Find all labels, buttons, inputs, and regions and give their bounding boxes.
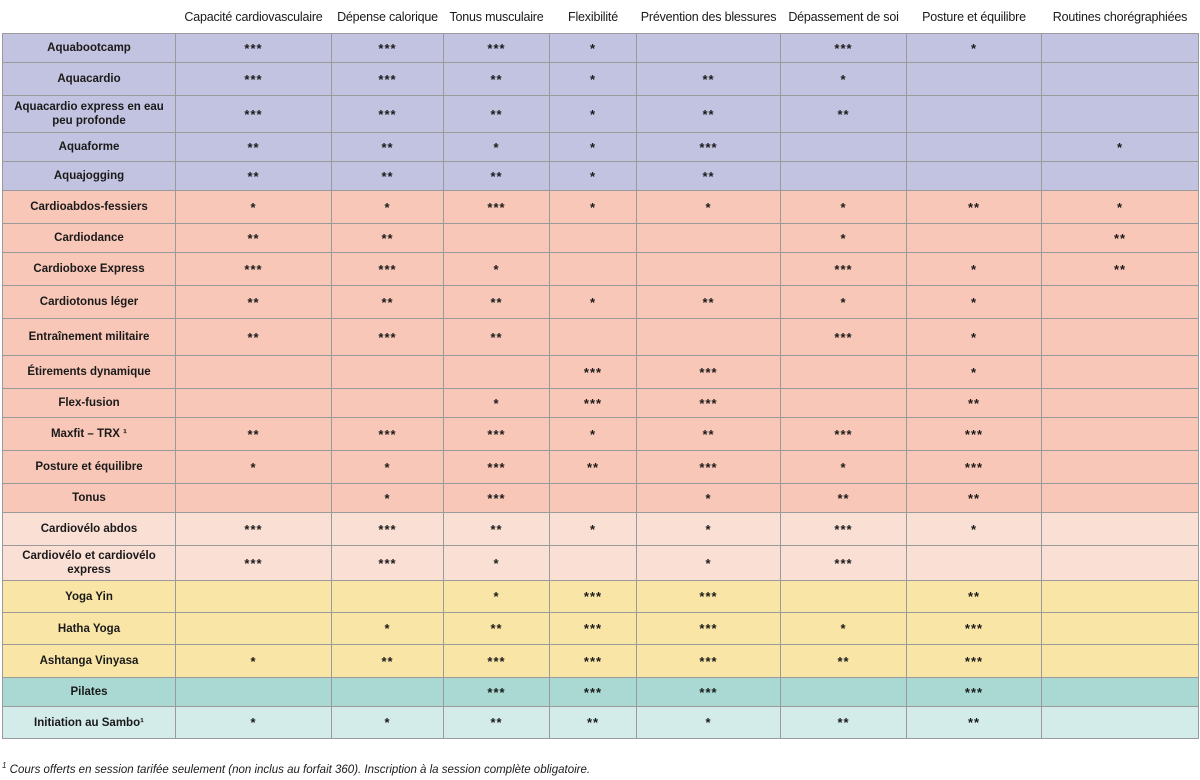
rating-cell: [781, 581, 907, 613]
rating-cell: [1042, 34, 1199, 63]
table-row: [3, 253, 1199, 286]
rating-cell: **: [444, 613, 550, 645]
rating-cell: **: [781, 484, 907, 513]
rating-cell: [907, 162, 1042, 191]
table-row: [3, 96, 1199, 133]
rating-cell: *: [176, 451, 332, 484]
rating-cell: ***: [637, 389, 781, 418]
rating-cell: [176, 484, 332, 513]
rating-cell: [1042, 513, 1199, 546]
course-name: Cardioboxe Express: [3, 253, 176, 286]
rating-cell: [637, 319, 781, 356]
rating-cell: ***: [781, 319, 907, 356]
course-name: Flex-fusion: [3, 389, 176, 418]
rating-cell: **: [550, 451, 637, 484]
rating-cell: *: [907, 34, 1042, 63]
rating-cell: *: [332, 451, 444, 484]
rating-cell: ***: [550, 581, 637, 613]
rating-cell: *: [550, 513, 637, 546]
footnote-text: Cours offerts en session tarifée seulement (non inclus au forfait 360). Inscription à la session complète obligatoire.: [9, 763, 591, 776]
course-name: Ashtanga Vinyasa: [3, 645, 176, 678]
header-flexibilite: Flexibilité: [550, 0, 637, 34]
rating-cell: *: [332, 613, 444, 645]
rating-cell: **: [176, 418, 332, 451]
rating-cell: ***: [907, 451, 1042, 484]
rating-cell: [1042, 96, 1199, 133]
rating-cell: **: [176, 319, 332, 356]
rating-cell: **: [907, 707, 1042, 739]
rating-cell: **: [444, 319, 550, 356]
table-row: [3, 162, 1199, 191]
rating-cell: [1042, 389, 1199, 418]
rating-cell: **: [444, 513, 550, 546]
rating-cell: *: [781, 286, 907, 319]
rating-cell: *: [907, 356, 1042, 389]
rating-cell: *: [637, 191, 781, 224]
rating-cell: [550, 546, 637, 581]
rating-cell: ***: [637, 133, 781, 162]
rating-cell: **: [907, 191, 1042, 224]
rating-cell: **: [332, 286, 444, 319]
rating-cell: **: [176, 162, 332, 191]
header-row: [3, 0, 1199, 34]
course-name: Pilates: [3, 678, 176, 707]
rating-cell: [1042, 319, 1199, 356]
rating-cell: **: [637, 418, 781, 451]
rating-cell: *: [550, 133, 637, 162]
rating-cell: ***: [550, 356, 637, 389]
rating-cell: ***: [332, 96, 444, 133]
rating-cell: **: [550, 707, 637, 739]
rating-cell: *: [444, 581, 550, 613]
rating-cell: *: [907, 513, 1042, 546]
rating-cell: ***: [444, 34, 550, 63]
rating-cell: **: [444, 63, 550, 96]
rating-cell: **: [781, 707, 907, 739]
header-posture-equilibre: Posture et équilibre: [907, 0, 1042, 34]
rating-cell: [332, 581, 444, 613]
table-row: [3, 133, 1199, 162]
course-name: Aquaforme: [3, 133, 176, 162]
rating-cell: [1042, 356, 1199, 389]
rating-cell: ***: [176, 253, 332, 286]
course-name: Aquajogging: [3, 162, 176, 191]
rating-cell: [1042, 546, 1199, 581]
rating-cell: ***: [637, 451, 781, 484]
rating-cell: [1042, 286, 1199, 319]
rating-cell: [637, 253, 781, 286]
rating-cell: **: [637, 162, 781, 191]
rating-cell: *: [781, 63, 907, 96]
rating-cell: *: [176, 645, 332, 678]
header-depassement-de-soi: Dépassement de soi: [781, 0, 907, 34]
course-name: Aquacardio express en eau peu profonde: [3, 96, 176, 133]
rating-cell: ***: [637, 678, 781, 707]
rating-cell: **: [907, 581, 1042, 613]
course-name: Aquacardio: [3, 63, 176, 96]
table-row: [3, 484, 1199, 513]
rating-cell: [781, 356, 907, 389]
rating-cell: *: [176, 191, 332, 224]
rating-cell: **: [176, 224, 332, 253]
rating-cell: *: [332, 191, 444, 224]
table-row: [3, 389, 1199, 418]
rating-cell: ***: [444, 418, 550, 451]
course-name: Cardioabdos-fessiers: [3, 191, 176, 224]
rating-cell: *: [781, 224, 907, 253]
rating-cell: [637, 224, 781, 253]
rating-cell: [176, 613, 332, 645]
rating-cell: ***: [444, 678, 550, 707]
rating-cell: ***: [332, 253, 444, 286]
rating-cell: [550, 319, 637, 356]
rating-cell: *: [907, 286, 1042, 319]
rating-cell: *: [444, 389, 550, 418]
rating-cell: [550, 253, 637, 286]
rating-cell: [332, 389, 444, 418]
rating-cell: **: [176, 133, 332, 162]
rating-cell: [1042, 484, 1199, 513]
rating-cell: [907, 224, 1042, 253]
table-row: [3, 63, 1199, 96]
rating-cell: [1042, 162, 1199, 191]
rating-cell: ***: [637, 356, 781, 389]
rating-cell: **: [1042, 253, 1199, 286]
rating-cell: [332, 678, 444, 707]
rating-cell: ***: [907, 645, 1042, 678]
rating-cell: [1042, 63, 1199, 96]
footnote-mark: 1: [2, 761, 7, 770]
rating-cell: *: [637, 546, 781, 581]
rating-cell: ***: [176, 513, 332, 546]
rating-cell: ***: [332, 546, 444, 581]
rating-cell: [907, 546, 1042, 581]
rating-cell: *: [444, 133, 550, 162]
course-name: Hatha Yoga: [3, 613, 176, 645]
table-row: [3, 418, 1199, 451]
rating-cell: **: [637, 63, 781, 96]
course-name: Aquabootcamp: [3, 34, 176, 63]
rating-cell: *: [637, 707, 781, 739]
rating-cell: ***: [781, 34, 907, 63]
rating-cell: ***: [550, 613, 637, 645]
table-row: [3, 451, 1199, 484]
table-row: [3, 546, 1199, 581]
rating-cell: *: [332, 707, 444, 739]
header-depense-calorique: Dépense calorique: [332, 0, 444, 34]
table-row: [3, 286, 1199, 319]
rating-cell: ***: [332, 63, 444, 96]
table-row: [3, 191, 1199, 224]
rating-cell: [1042, 451, 1199, 484]
rating-cell: **: [637, 286, 781, 319]
course-name: Étirements dynamique: [3, 356, 176, 389]
rating-cell: [550, 224, 637, 253]
rating-cell: ***: [781, 418, 907, 451]
rating-cell: *: [1042, 191, 1199, 224]
table-row: [3, 34, 1199, 63]
rating-cell: [1042, 645, 1199, 678]
rating-cell: **: [444, 707, 550, 739]
rating-cell: [907, 96, 1042, 133]
rating-cell: [176, 581, 332, 613]
rating-cell: **: [332, 162, 444, 191]
rating-cell: ***: [637, 613, 781, 645]
rating-cell: ***: [550, 645, 637, 678]
rating-cell: *: [444, 546, 550, 581]
rating-cell: ***: [176, 96, 332, 133]
rating-cell: *: [176, 707, 332, 739]
rating-cell: ***: [550, 678, 637, 707]
rating-cell: ***: [444, 484, 550, 513]
header-corner: [3, 0, 176, 34]
footnote: [2, 761, 590, 776]
rating-cell: ***: [907, 678, 1042, 707]
rating-cell: [781, 162, 907, 191]
rating-cell: *: [637, 513, 781, 546]
rating-cell: [550, 484, 637, 513]
rating-cell: *: [550, 34, 637, 63]
rating-cell: **: [332, 224, 444, 253]
rating-cell: **: [332, 645, 444, 678]
course-name: Cardiotonus léger: [3, 286, 176, 319]
rating-cell: *: [550, 63, 637, 96]
rating-cell: ***: [332, 513, 444, 546]
course-name: Posture et équilibre: [3, 451, 176, 484]
table-row: [3, 613, 1199, 645]
rating-cell: *: [907, 319, 1042, 356]
rating-cell: **: [907, 484, 1042, 513]
rating-cell: [1042, 678, 1199, 707]
rating-cell: **: [907, 389, 1042, 418]
table-row: [3, 356, 1199, 389]
course-name: Cardiodance: [3, 224, 176, 253]
rating-cell: ***: [176, 63, 332, 96]
rating-cell: [781, 678, 907, 707]
rating-cell: [781, 133, 907, 162]
rating-cell: **: [444, 286, 550, 319]
rating-cell: ***: [332, 319, 444, 356]
table-row: [3, 707, 1199, 739]
rating-cell: ***: [907, 613, 1042, 645]
rating-cell: [1042, 707, 1199, 739]
rating-cell: ***: [637, 645, 781, 678]
rating-cell: ***: [781, 253, 907, 286]
rating-cell: ***: [332, 418, 444, 451]
rating-cell: ***: [781, 546, 907, 581]
rating-cell: **: [1042, 224, 1199, 253]
rating-cell: *: [550, 191, 637, 224]
rating-cell: [332, 356, 444, 389]
course-name: Yoga Yin: [3, 581, 176, 613]
rating-cell: [907, 63, 1042, 96]
rating-cell: ***: [781, 513, 907, 546]
rating-cell: *: [637, 484, 781, 513]
course-name: Maxfit – TRX ¹: [3, 418, 176, 451]
rating-cell: ***: [550, 389, 637, 418]
rating-cell: [444, 224, 550, 253]
rating-cell: **: [444, 162, 550, 191]
rating-cell: *: [550, 96, 637, 133]
rating-cell: **: [781, 96, 907, 133]
rating-cell: [1042, 418, 1199, 451]
rating-cell: [637, 34, 781, 63]
table-row: [3, 513, 1199, 546]
rating-cell: ***: [907, 418, 1042, 451]
table-row: [3, 319, 1199, 356]
course-name: Initiation au Sambo¹: [3, 707, 176, 739]
rating-cell: ***: [444, 451, 550, 484]
rating-cell: [176, 389, 332, 418]
course-benefits-table: [2, 0, 1199, 739]
rating-cell: ***: [176, 34, 332, 63]
rating-cell: **: [637, 96, 781, 133]
table-row: [3, 645, 1199, 678]
rating-cell: ***: [332, 34, 444, 63]
rating-cell: *: [550, 418, 637, 451]
rating-cell: [781, 389, 907, 418]
rating-cell: [176, 356, 332, 389]
rating-cell: ***: [444, 191, 550, 224]
rating-cell: **: [332, 133, 444, 162]
table-row: [3, 581, 1199, 613]
rating-cell: **: [781, 645, 907, 678]
rating-cell: [907, 133, 1042, 162]
rating-cell: [1042, 613, 1199, 645]
rating-cell: *: [332, 484, 444, 513]
course-name: Entraînement militaire: [3, 319, 176, 356]
course-name: Cardiovélo abdos: [3, 513, 176, 546]
course-name: Cardiovélo et cardiovélo express: [3, 546, 176, 581]
header-prevention-blessures: Prévention des blessures: [637, 0, 781, 34]
rating-cell: *: [1042, 133, 1199, 162]
course-name: Tonus: [3, 484, 176, 513]
header-tonus-musculaire: Tonus musculaire: [444, 0, 550, 34]
table-row: [3, 224, 1199, 253]
rating-cell: *: [781, 613, 907, 645]
rating-cell: [1042, 581, 1199, 613]
rating-cell: *: [550, 286, 637, 319]
rating-cell: *: [907, 253, 1042, 286]
rating-cell: **: [176, 286, 332, 319]
table-body: [3, 34, 1199, 739]
rating-cell: *: [444, 253, 550, 286]
rating-cell: *: [550, 162, 637, 191]
table-row: [3, 678, 1199, 707]
header-routines-choregraphiees: Routines chorégraphiées: [1042, 0, 1199, 34]
rating-cell: ***: [637, 581, 781, 613]
rating-cell: *: [781, 191, 907, 224]
rating-cell: ***: [176, 546, 332, 581]
rating-cell: **: [444, 96, 550, 133]
rating-cell: ***: [444, 645, 550, 678]
rating-cell: [176, 678, 332, 707]
header-capacite-cardiovasculaire: Capacité cardiovasculaire: [176, 0, 332, 34]
rating-cell: [444, 356, 550, 389]
rating-cell: *: [781, 451, 907, 484]
